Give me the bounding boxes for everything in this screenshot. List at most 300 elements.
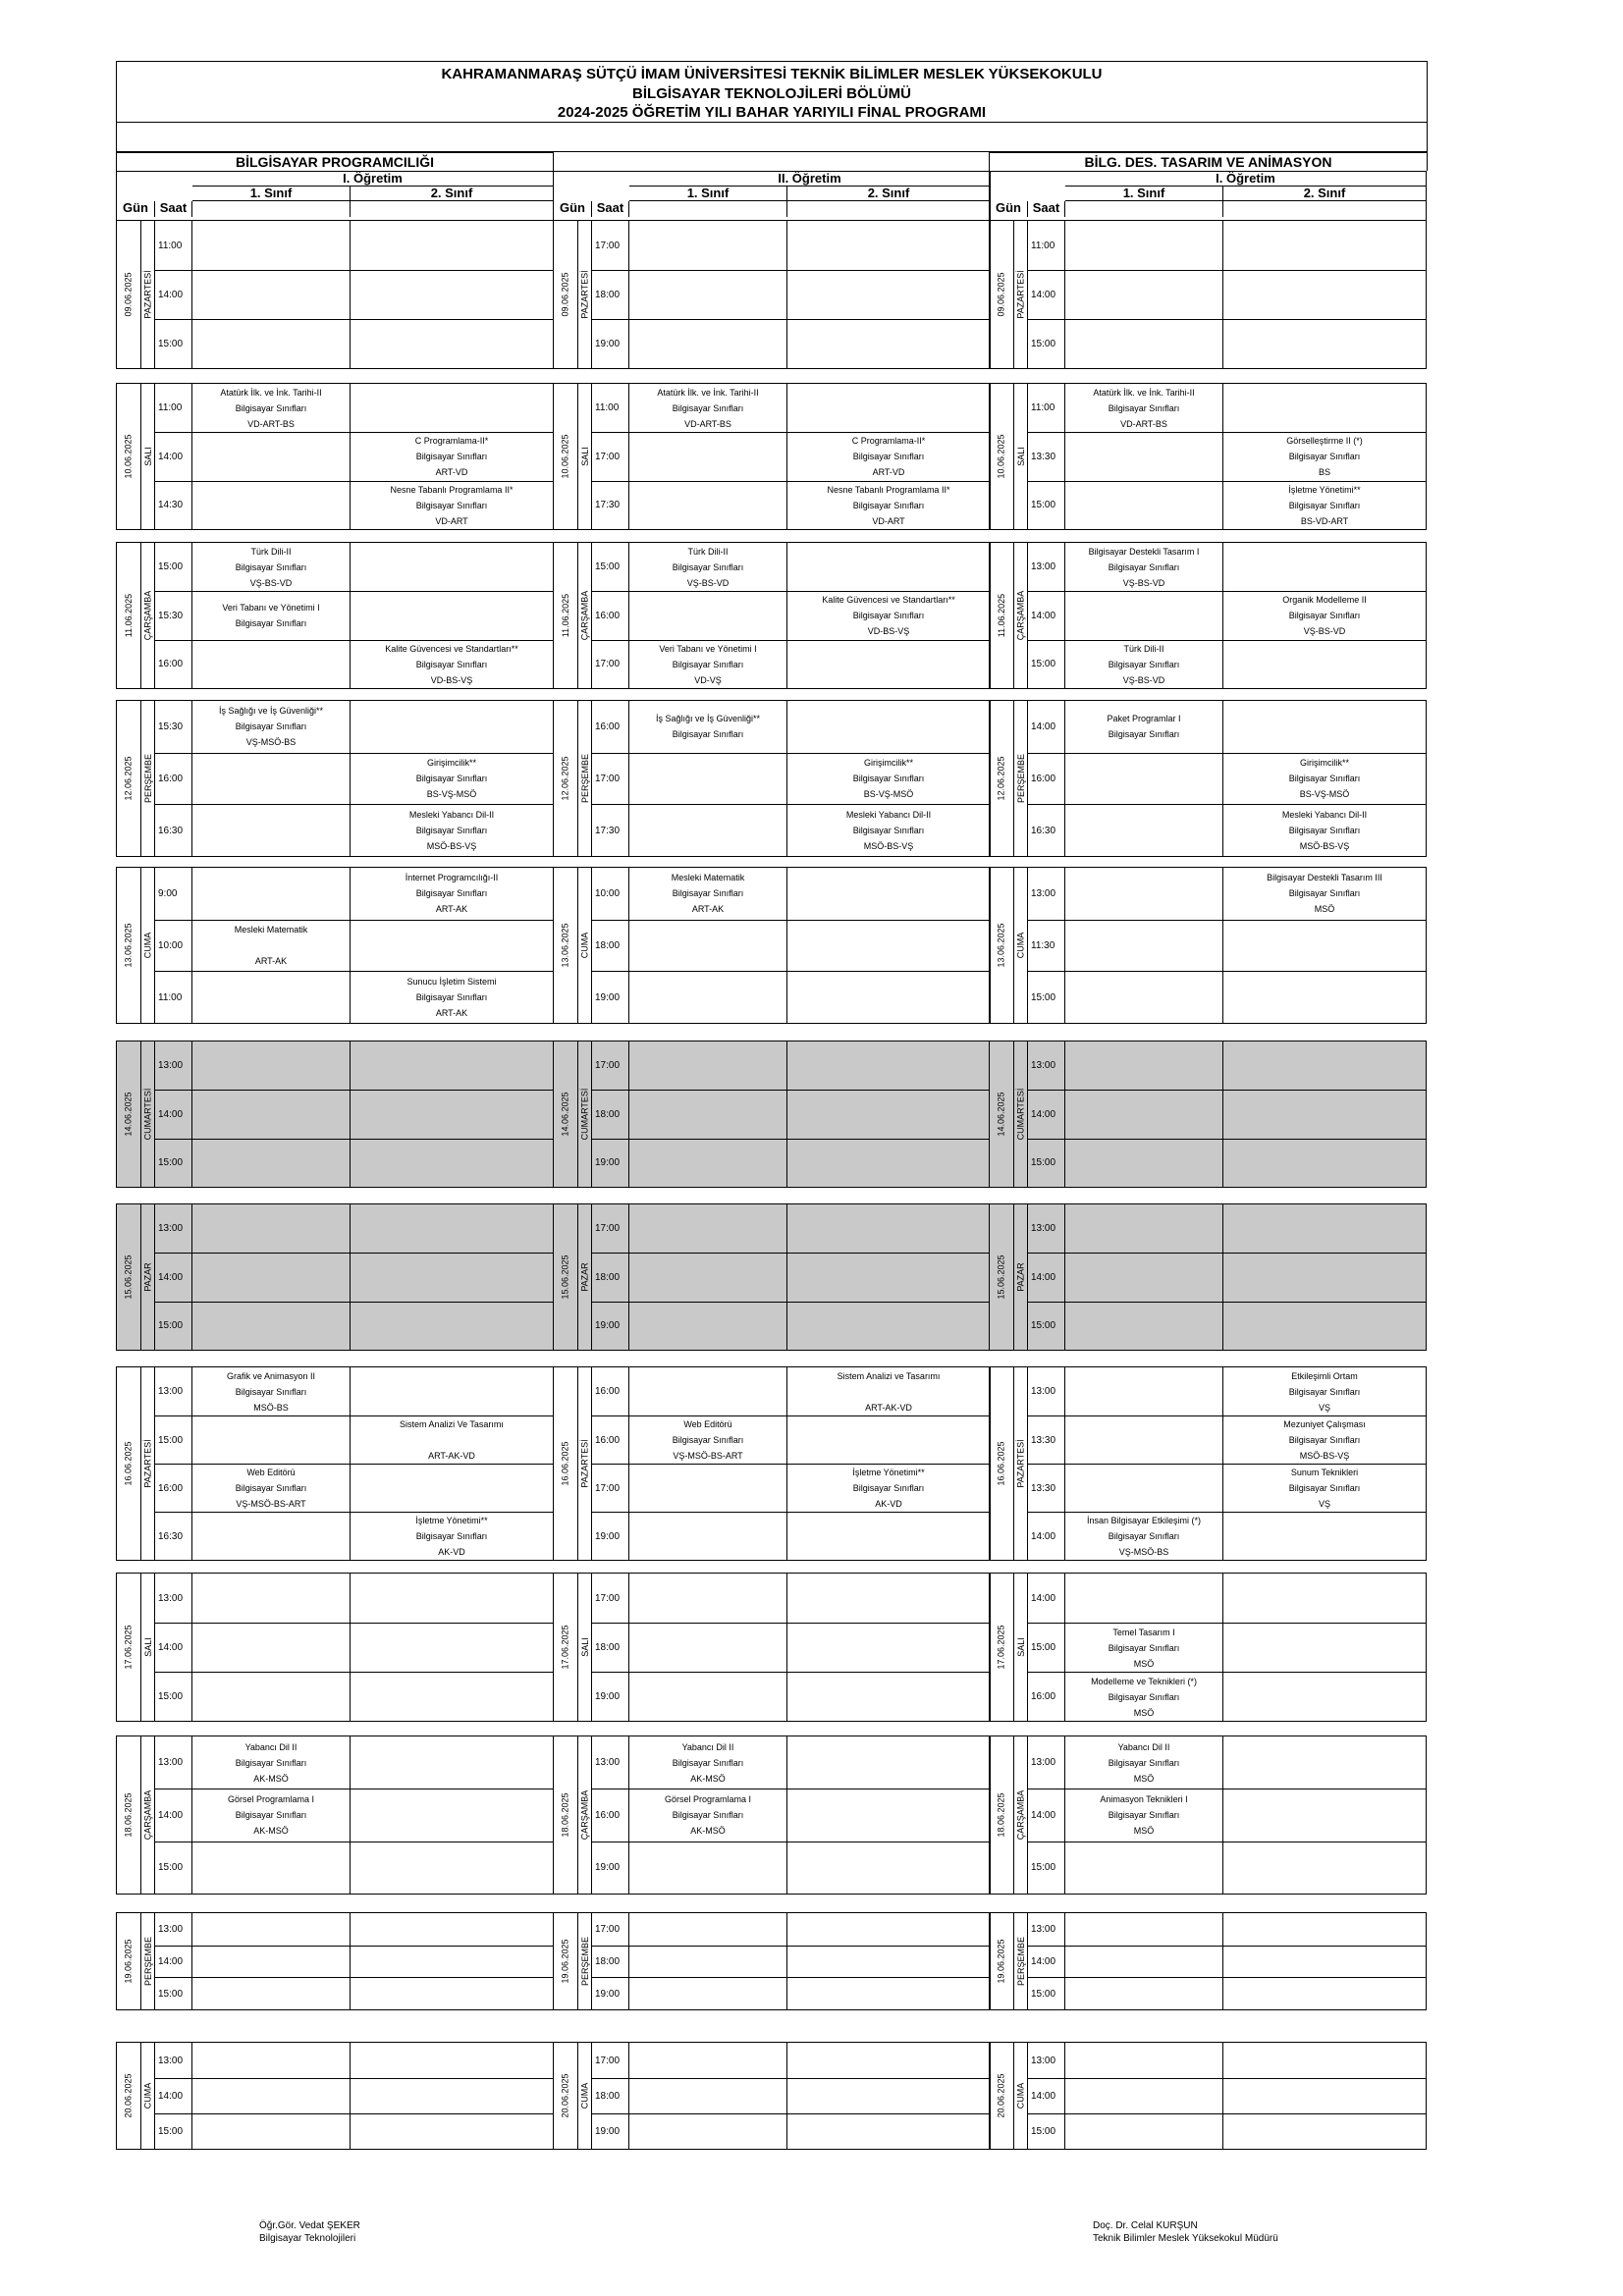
date-label: 19.06.2025 [561,1939,571,1984]
class-2-cell [351,543,553,591]
date-cell [554,1041,578,1187]
class-1-cell [1065,1947,1223,1978]
slot-time: 16:00 [155,1465,192,1512]
time-slot [155,1913,553,1946]
slot-time: 15:00 [155,320,192,368]
slot-time: 15:00 [155,2114,192,2149]
exam-proctors: VŞ-BS-VD [1303,626,1346,637]
day-block [553,1366,991,1561]
day-block [989,1366,1427,1561]
class-1-cell [629,641,787,688]
time-slot [1028,221,1426,270]
exam-room: Bilgisayar Sınıfları [415,659,488,669]
weekday-cell [578,543,592,688]
exam-room: Bilgisayar Sınıfları [415,452,488,462]
exam-room: Bilgisayar Sınıfları [672,659,744,669]
exam-room: Bilgisayar Sınıfları [235,561,307,572]
time-slot [155,319,553,368]
class-2-cell [787,482,990,529]
exam-course: Görselleştirme II (*) [1286,436,1363,447]
ogretim-label: I. Öğretim [1065,172,1426,187]
class-2-cell [1223,641,1426,688]
exam-proctors: AK-MSÖ [690,1773,726,1784]
class-1-cell [1065,1673,1223,1721]
weekday-label: PERŞEMBE [1015,753,1026,804]
date-cell [990,1574,1014,1721]
class-2-cell [787,701,990,753]
date-label: 13.06.2025 [124,923,135,968]
time-slot [155,270,553,319]
time-slot [592,319,990,368]
weekday-cell [141,1736,155,1894]
section-title-programming: BİLGİSAYAR PROGRAMCILIĞI [116,152,554,171]
class-2-cell [351,271,553,319]
class-2-cell [351,1673,553,1721]
weekday-cell [141,1367,155,1560]
time-slot [155,1623,553,1672]
slot-time: 11:00 [1028,221,1065,270]
date-cell [554,543,578,688]
class-2-cell [351,1789,553,1841]
slot-time: 14:00 [1028,271,1065,319]
class-1-cell [1065,921,1223,972]
class-1-cell [192,1367,351,1415]
exam-proctors: ART-AK-VD [428,1451,475,1461]
class-2-cell [1223,1041,1426,1090]
weekday-label: CUMARTESİ [579,1088,590,1141]
date-cell [117,2043,141,2149]
class-1-cell [629,2079,787,2113]
time-slot [592,868,990,920]
slot-time: 13:00 [1028,1204,1065,1253]
exam-room: Bilgisayar Sınıfları [235,721,307,732]
class-2-cell [351,1204,553,1253]
exam-course: Mesleki Yabancı Dil-II [1281,810,1368,821]
exam-course: Türk Dili-II [1123,643,1164,654]
time-slot [1028,2043,1426,2078]
class-1-cell [1065,1303,1223,1350]
class-1-cell [1065,754,1223,805]
time-column-header: Saat [592,201,629,217]
exam-course: Sunum Teknikleri [1290,1468,1359,1477]
slots [155,1574,553,1721]
slot-time: 15:00 [1028,972,1065,1023]
exam-room: Bilgisayar Sınıfları [1108,659,1180,669]
class-1-cell [192,433,351,480]
slot-time: 15:00 [155,1673,192,1721]
class-1-cell [629,1947,787,1978]
slots [1028,1574,1426,1721]
weekday-label: PERŞEMBE [142,753,153,804]
exam-room: Bilgisayar Sınıfları [415,1531,488,1541]
slot-time: 15:00 [1028,1624,1065,1672]
day-block [989,383,1427,530]
slot-time: 16:00 [1028,1673,1065,1721]
exam-room: Bilgisayar Sınıfları [1108,729,1180,740]
exam-proctors: VD-ART-BS [684,418,731,429]
time-slot [1028,1789,1426,1841]
exam-proctors: ART-AK [254,956,288,967]
class-2-cell [1223,701,1426,753]
class-1-cell [192,2114,351,2149]
exam-proctors: VD-ART [872,515,905,526]
time-slot [155,1512,553,1560]
exam-course: İşletme Yönetimi** [852,1468,925,1477]
schedule-panel [553,171,991,2154]
exam-course: Kalite Güvencesi ve Standartları** [385,643,518,654]
date-label: 18.06.2025 [997,1792,1007,1838]
time-slot [1028,432,1426,480]
slot-time: 14:00 [1028,592,1065,639]
class-1-cell [192,1947,351,1978]
exam-room: Bilgisayar Sınıfları [1108,1757,1180,1768]
exam-proctors: BS-VŞ-MSÖ [1299,789,1350,800]
time-slot [1028,1512,1426,1560]
slot-time: 13:30 [1028,1465,1065,1512]
class-2-cell [351,1947,553,1978]
exam-course: Sistem Analizi Ve Tasarımı [400,1419,504,1429]
header-blank-class-1 [629,201,787,217]
time-slot [155,1302,553,1350]
time-slot [155,640,553,688]
weekday-cell [1014,2043,1028,2149]
class-2-cell [1223,1140,1426,1187]
slot-time: 16:00 [592,1367,629,1415]
panel-header [989,171,1427,220]
class-1-cell [1065,1091,1223,1138]
class-2-cell [787,1303,990,1350]
exam-course: Girişimcilik** [1300,758,1349,769]
class-2-cell [1223,1303,1426,1350]
slot-time: 14:00 [1028,1091,1065,1138]
time-slot [1028,1977,1426,2009]
class-1-cell [192,1416,351,1464]
class-1-cell [192,1204,351,1253]
exam-proctors: AK-VD [875,1499,902,1509]
time-slot [592,1302,990,1350]
class-2-cell [787,868,990,920]
exam-room: Bilgisayar Sınıfları [672,1435,744,1445]
time-slot [592,270,990,319]
weekday-label: PAZARTESİ [1015,1439,1026,1488]
class-1-cell [1065,1254,1223,1301]
exam-proctors: AK-MSÖ [253,1826,289,1837]
class-1-cell [629,1513,787,1560]
class-2-cell [1223,1789,1426,1841]
time-slot [1028,2113,1426,2149]
class-2-cell [1223,1416,1426,1464]
time-slot [592,753,990,805]
exam-course: Girişimcilik** [427,758,476,769]
day-block [989,1203,1427,1351]
time-slot [592,1204,990,1253]
exam-room: Bilgisayar Sınıfları [852,611,925,621]
class-2-cell [351,805,553,856]
class-1-cell [629,433,787,480]
class-1-cell [192,1465,351,1512]
slots [1028,543,1426,688]
class-1-cell [1065,1140,1223,1187]
class-2-cell [787,1513,990,1560]
class-2-cell [351,641,553,688]
class-1-cell [629,1367,787,1415]
slot-time: 14:00 [1028,1789,1065,1841]
class-2-cell [351,592,553,639]
slots [592,1736,990,1894]
class-1-cell [629,1303,787,1350]
exam-room: Bilgisayar Sınıfları [672,1810,744,1821]
exam-proctors: MSÖ-BS [253,1402,289,1413]
class-1-cell [192,754,351,805]
class-1-cell [192,543,351,591]
slot-time: 15:00 [155,1303,192,1350]
date-label: 13.06.2025 [561,923,571,968]
time-slot [1028,1302,1426,1350]
time-slot [592,1415,990,1464]
exam-course: Yabancı Dil II [244,1741,298,1752]
time-slot [155,1464,553,1512]
slots [592,868,990,1023]
slot-time: 17:00 [592,1913,629,1946]
class-2-cell [351,868,553,920]
date-cell [990,384,1014,529]
weekday-label: PERŞEMBE [579,753,590,804]
time-slot [592,701,990,753]
time-slot [592,1672,990,1721]
date-cell [554,701,578,856]
class-1-cell [1065,1913,1223,1946]
date-label: 10.06.2025 [561,434,571,479]
slot-time: 15:00 [1028,320,1065,368]
slot-time: 15:00 [1028,1140,1065,1187]
time-slot [155,920,553,972]
class-1-cell [192,972,351,1023]
date-label: 14.06.2025 [124,1092,135,1137]
weekday-cell [1014,1913,1028,2009]
class-2-cell [1223,921,1426,972]
day-block [989,1912,1427,2010]
slots [592,1574,990,1721]
exam-course: Temel Tasarım I [1112,1627,1175,1637]
weekday-label: PERŞEMBE [1015,1936,1026,1987]
slot-time: 11:30 [1028,921,1065,972]
class-1-cell [1065,1624,1223,1672]
weekday-cell [1014,1041,1028,1187]
day-block [553,383,991,530]
slot-time: 14:00 [1028,701,1065,753]
slot-time: 19:00 [592,1303,629,1350]
class-1-cell [629,320,787,368]
time-slot [592,971,990,1023]
exam-proctors: MSÖ [1133,1707,1155,1718]
exam-room: Bilgisayar Sınıfları [1108,1531,1180,1541]
exam-course: Web Editörü [246,1468,296,1477]
slots [1028,1204,1426,1350]
weekday-cell [141,701,155,856]
time-slot [1028,804,1426,856]
date-label: 14.06.2025 [997,1092,1007,1137]
time-slot [592,1736,990,1789]
day-block [553,220,991,369]
time-slot [592,1623,990,1672]
weekday-cell [1014,543,1028,688]
day-block [989,542,1427,689]
signature-right [1093,2219,1278,2245]
time-slot [592,481,990,529]
time-slot [155,1977,553,2009]
time-slot [592,384,990,432]
exam-proctors: BS-VD-ART [1300,515,1349,526]
class-1-cell [1065,1736,1223,1789]
class-1-cell [1065,805,1223,856]
class-2-cell [1223,1624,1426,1672]
time-slot [592,1977,990,2009]
time-slot [1028,1913,1426,1946]
weekday-cell [1014,1574,1028,1721]
exam-proctors: BS-VŞ-MSÖ [426,789,477,800]
class-2-cell [1223,1978,1426,2009]
exam-proctors: ART-VD [872,467,905,478]
exam-room: Bilgisayar Sınıfları [1288,774,1361,784]
slot-time: 19:00 [592,972,629,1023]
time-slot [1028,920,1426,972]
class-1-header: 1. Sınıf [192,187,351,201]
class-1-cell [192,384,351,432]
time-slot [155,1090,553,1138]
date-label: 12.06.2025 [997,756,1007,801]
exam-course: İnternet Programcılığı-II [405,873,499,883]
time-slot [592,221,990,270]
class-2-cell [787,921,990,972]
class-2-cell [787,972,990,1023]
class-2-cell [787,2079,990,2113]
time-slot [1028,1672,1426,1721]
slot-time: 14:00 [155,1789,192,1841]
class-1-cell [629,1254,787,1301]
class-1-cell [1065,1978,1223,2009]
date-cell [990,1913,1014,2009]
time-slot [1028,971,1426,1023]
exam-course: Görsel Programlama I [664,1794,752,1805]
slots [1028,868,1426,1023]
time-slot [155,1672,553,1721]
slot-time: 14:30 [155,482,192,529]
slot-time: 13:00 [1028,2043,1065,2078]
day-block [989,1573,1427,1722]
time-slot [1028,1367,1426,1415]
slot-time: 13:00 [155,2043,192,2078]
slot-time: 15:00 [1028,1303,1065,1350]
class-2-cell [787,1947,990,1978]
class-2-cell [787,1913,990,1946]
day-column-header: Gün [117,201,155,217]
day-block [989,1041,1427,1188]
class-1-header: 1. Sınıf [1065,187,1223,201]
exam-course: Web Editörü [683,1419,732,1429]
class-2-cell [351,2114,553,2149]
date-label: 11.06.2025 [997,593,1007,638]
exam-proctors: MSÖ [1314,904,1335,915]
slots [155,221,553,368]
time-slot [592,804,990,856]
slot-time: 9:00 [155,868,192,920]
date-cell [554,1204,578,1350]
slot-time: 11:00 [155,221,192,270]
class-2-header: 2. Sınıf [1223,187,1426,201]
class-2-cell [787,1978,990,2009]
date-cell [554,868,578,1023]
time-column-header: Saat [1028,201,1065,217]
slot-time: 15:00 [592,543,629,591]
class-1-cell [1065,1041,1223,1090]
class-2-cell [351,1367,553,1415]
slot-time: 13:00 [155,1913,192,1946]
exam-course: C Programlama-II* [851,436,926,447]
slot-time: 13:00 [155,1041,192,1090]
class-2-cell [351,320,553,368]
slot-time: 13:00 [592,1736,629,1789]
exam-proctors: VŞ-BS-VD [249,577,293,588]
class-1-cell [192,320,351,368]
slot-time: 14:00 [155,2079,192,2113]
slots [1028,701,1426,856]
weekday-cell [141,221,155,368]
class-2-cell [1223,1204,1426,1253]
date-cell [117,1736,141,1894]
date-label: 13.06.2025 [997,923,1007,968]
exam-room: Bilgisayar Sınıfları [1288,826,1361,836]
exam-room: Bilgisayar Sınıfları [1108,1691,1180,1702]
class-1-cell [192,701,351,753]
class-1-cell [629,1673,787,1721]
time-slot [155,2113,553,2149]
date-cell [117,1041,141,1187]
panel-header [116,171,554,220]
class-2-header: 2. Sınıf [351,187,553,201]
exam-room: Bilgisayar Sınıfları [1108,1810,1180,1821]
class-2-cell [1223,2043,1426,2078]
class-2-cell [1223,592,1426,639]
day-block [116,867,554,1024]
exam-proctors: MSÖ-BS-VŞ [1299,841,1350,852]
ogretim-label: II. Öğretim [629,172,990,187]
class-2-cell [351,1140,553,1187]
class-2-cell [787,1673,990,1721]
class-1-cell [629,271,787,319]
weekday-label: PAZAR [579,1262,590,1292]
class-2-cell [1223,543,1426,591]
class-2-cell [1223,2114,1426,2149]
slots [1028,2043,1426,2149]
slots [155,543,553,688]
slot-time: 14:00 [155,1091,192,1138]
slot-time: 18:00 [592,1254,629,1301]
section-title-animation: BİLG. DES. TASARIM VE ANİMASYON [989,152,1428,171]
day-block [553,2042,991,2150]
date-cell [554,1574,578,1721]
date-label: 19.06.2025 [997,1939,1007,1984]
exam-course: Nesne Tabanlı Programlama II* [390,484,514,495]
slots [592,384,990,529]
class-2-cell [1223,221,1426,270]
class-2-cell [787,805,990,856]
exam-course: Etkileşimli Ortam [1291,1370,1358,1381]
exam-room: Bilgisayar Sınıfları [235,1483,307,1493]
class-1-cell [1065,2079,1223,2113]
date-label: 20.06.2025 [124,2073,135,2118]
time-slot [592,543,990,591]
exam-course: Nesne Tabanlı Programlama II* [827,484,950,495]
